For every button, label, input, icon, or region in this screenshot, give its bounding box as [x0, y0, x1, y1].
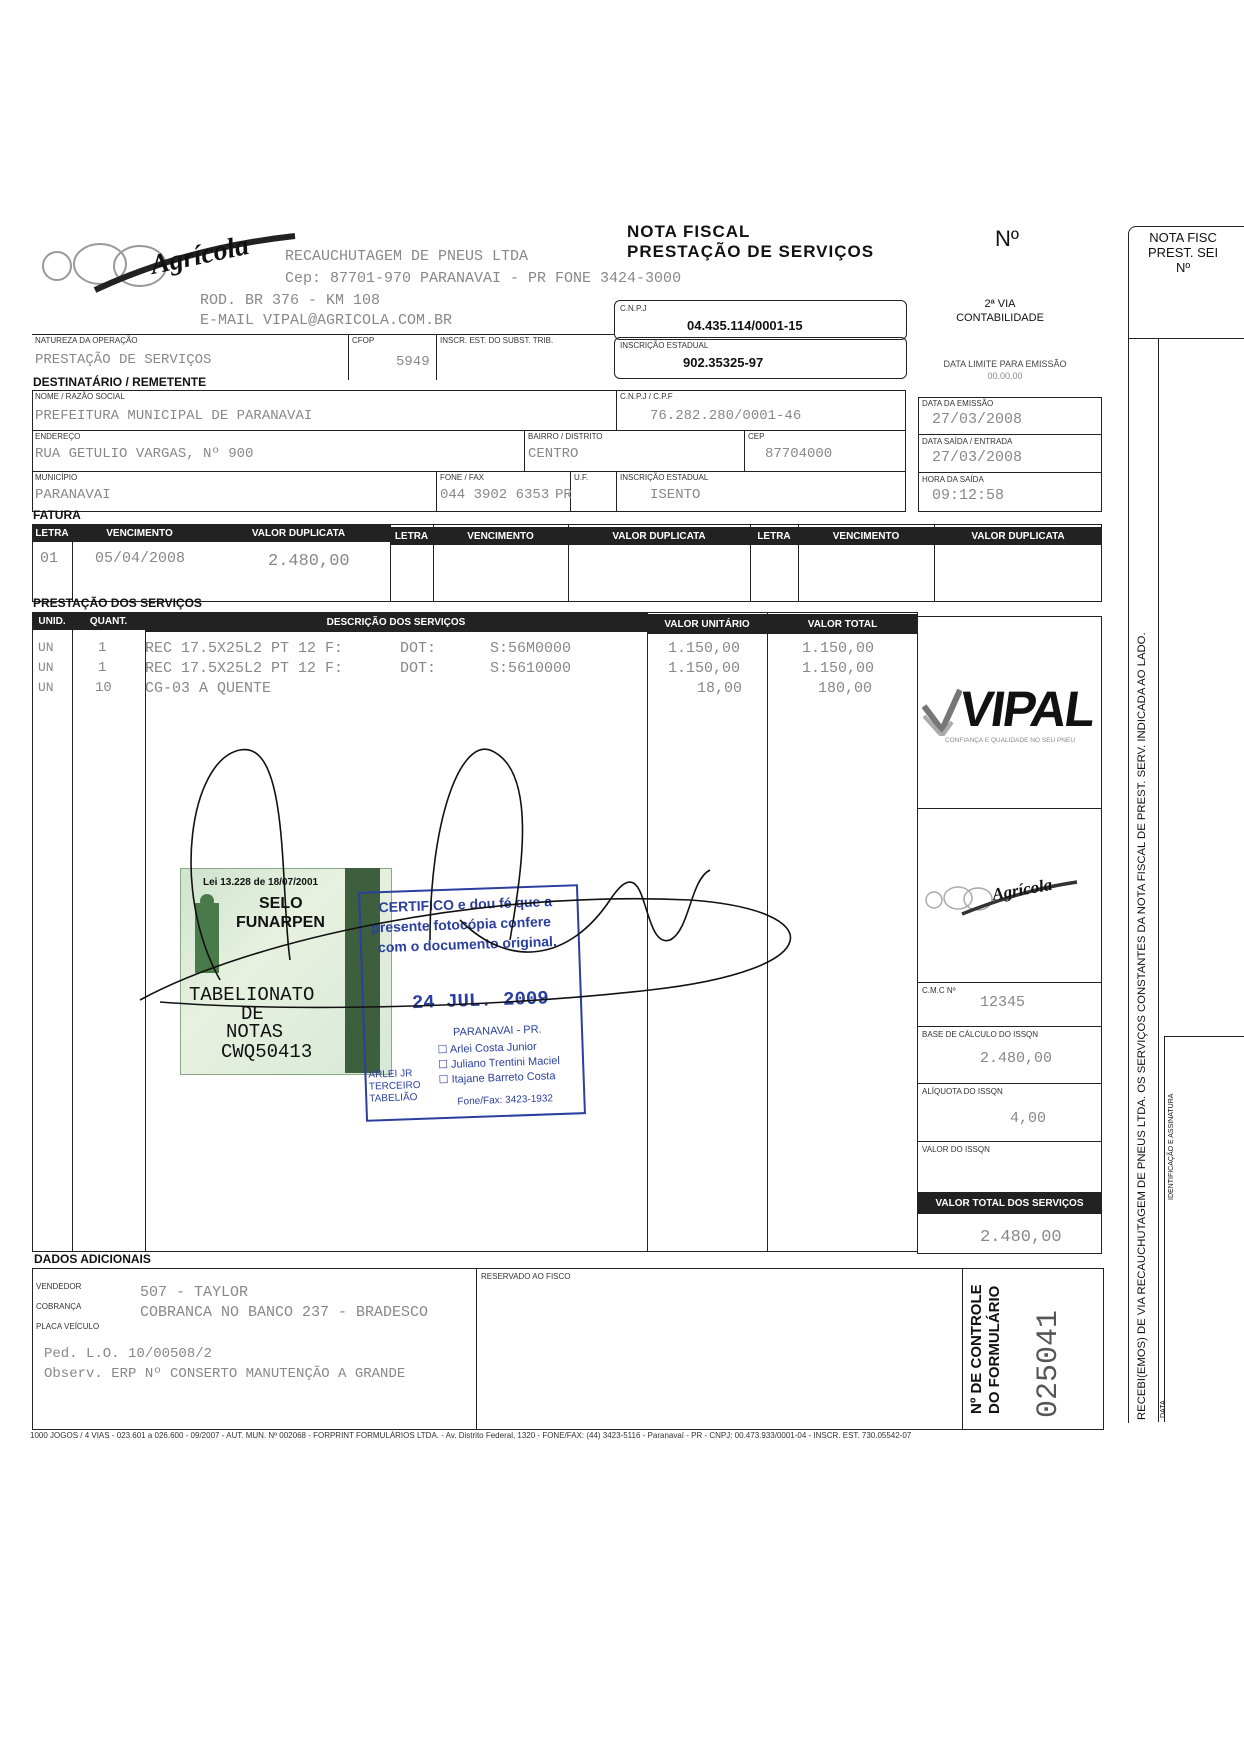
cnpj-value: 04.435.114/0001-15 [687, 318, 803, 333]
row-serial: S:5610000 [490, 660, 572, 677]
hora-value: 09:12:58 [932, 487, 1005, 504]
certifico-date: 24 JUL. 2009 [411, 987, 550, 1015]
fatura-row-letra: 01 [40, 550, 59, 567]
certifico-fone: Fone/Fax: 3423-1932 [457, 1093, 554, 1108]
ccm-value: 12345 [980, 994, 1026, 1011]
side-line-4 [917, 1083, 1102, 1084]
canhoto-recibo: RECEBI(EMOS) DE VIA RECAUCHUTAGEM DE PNEUS LTDA. OS SERVIÇOS CONSTANTES DA NOTA FISCAL DE PREST. SERV. INDICADA AO LADO. [1136, 632, 1148, 1420]
canhoto-title-1: NOTA FISC [1149, 230, 1217, 245]
obs-line-1: Ped. L.O. 10/00508/2 [44, 1346, 213, 1362]
side-line-2 [917, 982, 1102, 983]
name-2-text: Juliano Trentini Maciel [450, 1054, 561, 1071]
cfop-value: 5949 [396, 354, 430, 370]
fatura-row-valor: 2.480,00 [268, 552, 350, 571]
fatura-col-line-4 [568, 524, 569, 602]
fatura-title: FATURA [33, 508, 81, 522]
row-desc: REC 17.5X25L2 PT 12 F: [145, 660, 344, 677]
canhoto-data-label: DATA [1160, 1400, 1167, 1418]
dest-ie-value: ISENTO [650, 487, 701, 503]
footer-printer: 1000 JOGOS / 4 VIAS - 023.601 a 026.600 - 09/2007 - AUT. MUN. Nº 002068 - FORPRINT FORMULÁRIOS LTDA. - Av. Distrito Federal, 1320 - FONE/FAX: (44) 3423-5116 - Paranavaí - PR - CNPJ: 00.473.933/0001-04 - INSCR. EST. 730.05542-07 [30, 1431, 912, 1440]
logo-text: Agrícola [147, 229, 252, 282]
data-limite [930, 358, 1080, 382]
certifico-line-1: CERTIFICO e dou fé que a [378, 893, 553, 916]
row-unid: UN [38, 680, 54, 695]
emissao-label: DATA DA EMISSÃO [922, 399, 994, 408]
reservado-label: RESERVADO AO FISCO [481, 1272, 571, 1281]
base-value: 2.480,00 [980, 1050, 1053, 1067]
dest-nome-label: NOME / RAZÃO SOCIAL [35, 392, 125, 401]
name-1-text: Arlei Costa Junior [449, 1040, 537, 1056]
certifico-line-2: presente fotocópia confere [371, 913, 552, 936]
saida-label: DATA SAÍDA / ENTRADA [922, 437, 1013, 446]
fatura-col-line-2 [390, 524, 391, 602]
fatura-row-vencimento: 05/04/2008 [95, 550, 186, 567]
dest-cnpj-label: C.N.P.J / C.P.F [620, 392, 673, 401]
fatura-header-venc-3: VENCIMENTO [798, 527, 934, 545]
dest-bairro-value: CENTRO [528, 446, 579, 462]
side-line-5 [917, 1141, 1102, 1142]
servicos-header-vtotal: VALOR TOTAL [767, 614, 918, 634]
dest-bairro-divider [524, 430, 525, 471]
dest-endereco-value: RUA GETULIO VARGAS, Nº 900 [35, 446, 254, 462]
ccm-label: C.M.C Nº [922, 986, 956, 995]
emissao-value: 27/03/2008 [932, 411, 1023, 428]
via-line-2: CONTABILIDADE [956, 312, 1044, 324]
name-3: ☐ Itajane Barreto Costa [438, 1070, 556, 1087]
cfop-label: CFOP [352, 336, 375, 345]
row-vtotal: 1.150,00 [802, 660, 875, 677]
dest-nome-value: PREFEITURA MUNICIPAL DE PARANAVAI [35, 408, 313, 424]
aliquota-value: 4,00 [1010, 1110, 1047, 1127]
fatura-header-venc-1: VENCIMENTO [72, 524, 207, 542]
canhoto-col-line-2 [1164, 1036, 1165, 1422]
dates-line-2 [918, 472, 1102, 473]
arlei-line-1: ARLEI JR [368, 1068, 413, 1081]
vipal-chevron-icon [922, 686, 962, 736]
dest-cnpj-value: 76.282.280/0001-46 [650, 408, 802, 424]
tabelionato-line-2: DE [241, 1003, 264, 1025]
data-limite-label: DATA LIMITE PARA EMISSÃO [943, 359, 1067, 369]
vipal-tagline: CONFIANÇA E QUALIDADE NO SEU PNEU [944, 737, 1076, 744]
side-line-1 [917, 808, 1102, 809]
saida-value: 27/03/2008 [932, 449, 1023, 466]
fatura-col-line-7 [934, 524, 935, 602]
dest-row-line-2 [32, 471, 906, 472]
row-serial: S:56M0000 [490, 640, 572, 657]
fatura-header-letra-2: LETRA [390, 527, 433, 545]
row-quant: 1 [98, 660, 107, 676]
destinatario-title: DESTINATÁRIO / REMETENTE [33, 375, 207, 389]
dest-municipio-value: PARANAVAI [35, 487, 111, 503]
fatura-header-valor-2: VALOR DUPLICATA [568, 527, 750, 545]
base-label: BASE DE CÁLCULO DO ISSQN [922, 1030, 1039, 1039]
dest-municipio-label: MUNICÍPIO [35, 473, 78, 482]
vendedor-value: 507 - TAYLOR [140, 1284, 249, 1301]
doc-title-line-2: PRESTAÇÃO DE SERVIÇOS [627, 242, 875, 261]
servicos-col-line-1 [72, 612, 73, 1252]
servicos-header-unid: UNID. [32, 612, 72, 630]
via-line-1: 2ª VIA [984, 298, 1016, 310]
fatura-header-letra-3: LETRA [750, 527, 798, 545]
dest-cnpj-divider [616, 390, 617, 430]
company-line-2: Cep: 87701-970 PARANAVAI - PR FONE 3424-3000 [285, 270, 682, 287]
numero-label: Nº [995, 226, 1019, 251]
arlei-line-3: TABELIÃO [369, 1091, 418, 1105]
signature-scribble-icon [130, 740, 850, 1040]
name-1: ☐ Arlei Costa Junior [437, 1040, 537, 1057]
controle-value: 025041 [1032, 1309, 1066, 1418]
hora-label: HORA DA SAÍDA [922, 475, 984, 484]
row-vtotal: 1.150,00 [802, 640, 875, 657]
controle-label-2: DO FORMULÁRIO [986, 1285, 1003, 1414]
controle-divider [962, 1268, 963, 1430]
row-quant: 1 [98, 640, 107, 656]
row-dot: DOT: [400, 660, 437, 677]
canhoto-line-2 [1164, 1036, 1244, 1037]
cobranca-value: COBRANCA NO BANCO 237 - BRADESCO [140, 1304, 429, 1321]
agricola-side-text: Agrícola [990, 874, 1054, 905]
selo-title-2: FUNARPEN [236, 914, 325, 931]
canhoto-line-1 [1128, 338, 1244, 339]
ie-label: INSCRIÇÃO ESTADUAL [620, 341, 709, 350]
certifico-line-3: com o documento original. [377, 933, 558, 956]
dest-fone-divider [436, 471, 437, 512]
dest-bairro-label: BAIRRO / DISTRITO [528, 432, 603, 441]
data-limite-value: 00.00.00 [987, 371, 1023, 381]
arlei-line-2: TERCEIRO [368, 1079, 421, 1093]
tabelionato-line-1: TABELIONATO [189, 984, 315, 1006]
dest-endereco-label: ENDEREÇO [35, 432, 81, 441]
servicos-header-desc: DESCRIÇÃO DOS SERVIÇOS [145, 612, 647, 632]
cnpj-label: C.N.P.J [620, 304, 647, 313]
servicos-title: PRESTAÇÃO DOS SERVIÇOS [33, 596, 202, 610]
certifico-city: PARANAVAI - PR. [452, 1023, 542, 1039]
canhoto-numero-label: Nº [1175, 260, 1191, 275]
controle-label [968, 1284, 1004, 1414]
selo-code: CWQ50413 [221, 1041, 313, 1063]
selo-title-1: SELO [259, 895, 303, 912]
company-line-4: E-MAIL VIPAL@AGRICOLA.COM.BR [200, 312, 453, 329]
row-quant: 10 [95, 680, 112, 696]
fatura-header-valor-3: VALOR DUPLICATA [934, 527, 1102, 545]
name-2: ☐ Juliano Trentini Maciel [437, 1054, 561, 1072]
adicionais-title: DADOS ADICIONAIS [34, 1252, 151, 1266]
dest-ie-label: INSCRIÇÃO ESTADUAL [620, 473, 709, 482]
subst-divider [436, 334, 437, 380]
controle-label-1: Nº DE CONTROLE [968, 1284, 985, 1414]
row-vunit: 1.150,00 [668, 660, 741, 677]
canhoto-title-2: PREST. SEI [1148, 245, 1219, 260]
dest-cep-value: 87704000 [765, 446, 833, 462]
dest-uf-value: PR [555, 487, 572, 503]
company-line-1: RECAUCHUTAGEM DE PNEUS LTDA [285, 248, 529, 265]
aliquota-label: ALÍQUOTA DO ISSQN [922, 1087, 1003, 1096]
vipal-logo-text: VIPAL [956, 681, 1098, 737]
fatura-header-valor-1: VALOR DUPLICATA [207, 524, 390, 542]
via-label [950, 297, 1050, 325]
placa-label: PLACA VEÍCULO [36, 1322, 100, 1331]
agricola-side-logo [922, 870, 1092, 925]
fatura-header-letra-1: LETRA [32, 524, 72, 542]
servicos-header-vunit: VALOR UNITÁRIO [647, 614, 767, 634]
fatura-col-line-5 [750, 524, 751, 602]
arlei-block [368, 1068, 421, 1106]
dest-uf-label: U.F. [574, 473, 589, 482]
tabelionato-line-3: NOTAS [226, 1021, 284, 1043]
row-unid: UN [38, 640, 54, 655]
cfop-divider [348, 334, 349, 380]
dates-line-1 [918, 434, 1102, 435]
dest-row-line-1 [32, 430, 906, 431]
natureza-top-line [32, 334, 614, 335]
fatura-col-line-3 [433, 524, 434, 602]
ie-value: 902.35325-97 [683, 355, 764, 370]
total-servicos-header: VALOR TOTAL DOS SERVIÇOS [917, 1192, 1102, 1214]
natureza-label: NATUREZA DA OPERAÇÃO [35, 336, 138, 345]
selo-lei: Lei 13.228 de 18/07/2001 [203, 877, 319, 888]
fatura-col-line-1 [72, 524, 73, 602]
row-vunit: 18,00 [697, 680, 743, 697]
canhoto-col-line [1158, 338, 1159, 1422]
dest-fone-label: FONE / FAX [440, 473, 485, 482]
row-unid: UN [38, 660, 54, 675]
servicos-header-quant: QUANT. [72, 612, 145, 630]
insc-subst-label: INSCR. EST. DO SUBST. TRIB. [440, 336, 554, 345]
cobranca-label: COBRANÇA [36, 1302, 82, 1311]
fatura-header-venc-2: VENCIMENTO [433, 527, 568, 545]
dest-ie-divider [616, 471, 617, 512]
row-vtotal: 180,00 [818, 680, 873, 697]
row-desc: REC 17.5X25L2 PT 12 F: [145, 640, 344, 657]
names-block [437, 1039, 560, 1088]
vendedor-label: VENDEDOR [36, 1282, 82, 1291]
doc-title [627, 222, 874, 262]
natureza-value: PRESTAÇÃO DE SERVIÇOS [35, 352, 212, 368]
total-servicos-value: 2.480,00 [980, 1228, 1062, 1247]
row-desc: CG-03 A QUENTE [145, 680, 272, 697]
canhoto-ident-label: IDENTIFICAÇÃO E ASSINATURA [1168, 1093, 1175, 1200]
obs-line-2: Observ. ERP Nº CONSERTO MANUTENÇÃO A GRANDE [44, 1366, 406, 1382]
dest-cep-divider [744, 430, 745, 471]
dest-fone-value: 044 3902 6353 [440, 487, 550, 503]
valor-iss-label: VALOR DO ISSQN [922, 1145, 990, 1154]
doc-title-line-1: NOTA FISCAL [627, 222, 751, 241]
row-vunit: 1.150,00 [668, 640, 741, 657]
reservado-divider [476, 1268, 477, 1430]
fatura-col-line-6 [798, 524, 799, 602]
name-3-text: Itajane Barreto Costa [451, 1070, 556, 1086]
canhoto-title [1148, 230, 1218, 275]
side-line-3 [917, 1026, 1102, 1027]
company-line-3: ROD. BR 376 - KM 108 [200, 292, 381, 309]
dest-cep-label: CEP [748, 432, 765, 441]
row-dot: DOT: [400, 640, 437, 657]
